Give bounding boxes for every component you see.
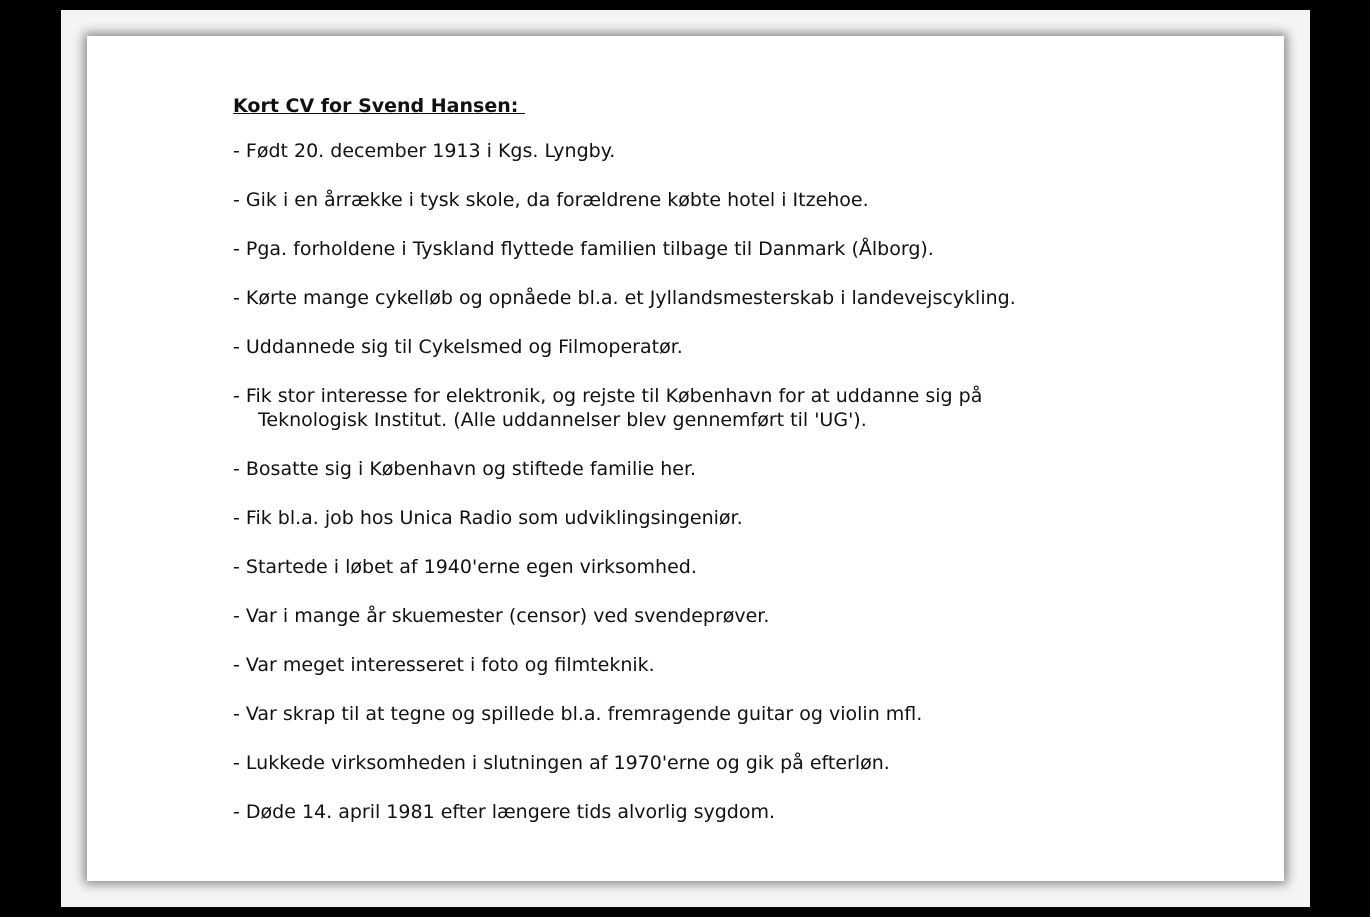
cv-item-continuation: Teknologisk Institut. (Alle uddannelser blev gennemført til 'UG').: [258, 409, 867, 431]
cv-item: [233, 702, 1233, 726]
cv-item: [233, 139, 1233, 163]
cv-item: [233, 286, 1233, 310]
cv-item: [233, 237, 1233, 261]
cv-item: [233, 188, 1233, 212]
cv-item-text: - Var i mange år skuemester (censor) ved svendeprøver.: [233, 605, 770, 627]
cv-item-text: - Fik stor interesse for elektronik, og rejste til København for at uddanne sig på: [233, 385, 983, 407]
document-content: [233, 94, 1233, 849]
cv-item: [233, 751, 1233, 775]
cv-item-text: - Uddannede sig til Cykelsmed og Filmoperatør.: [233, 336, 683, 358]
cv-item-text: - Døde 14. april 1981 efter længere tids alvorlig sygdom.: [233, 801, 776, 823]
cv-item: [233, 604, 1233, 628]
cv-item-text: - Gik i en årrække i tysk skole, da forældrene købte hotel i Itzehoe.: [233, 189, 869, 211]
cv-item-text: - Var skrap til at tegne og spillede bl.a. fremragende guitar og violin mfl.: [233, 703, 923, 725]
cv-item-text: - Lukkede virksomheden i slutningen af 1970'erne og gik på efterløn.: [233, 752, 890, 774]
document-page: [87, 36, 1284, 881]
cv-item-text: - Kørte mange cykelløb og opnåede bl.a. et Jyllandsmesterskab i landevejscykling.: [233, 287, 1016, 309]
cv-item: [233, 800, 1233, 824]
document-title: Kort CV for Svend Hansen:: [233, 95, 525, 117]
cv-item-text: - Var meget interesseret i foto og filmteknik.: [233, 654, 655, 676]
cv-item: [233, 384, 1233, 432]
cv-item: [233, 653, 1233, 677]
cv-item-text: - Startede i løbet af 1940'erne egen virksomhed.: [233, 556, 697, 578]
cv-item-text: - Pga. forholdene i Tyskland flyttede familien tilbage til Danmark (Ålborg).: [233, 238, 934, 260]
cv-item-text: - Bosatte sig i København og stiftede familie her.: [233, 458, 697, 480]
cv-item-text: - Født 20. december 1913 i Kgs. Lyngby.: [233, 140, 616, 162]
cv-item: [233, 457, 1233, 481]
cv-item: [233, 555, 1233, 579]
cv-item: [233, 335, 1233, 359]
cv-item-text: - Fik bl.a. job hos Unica Radio som udviklingsingeniør.: [233, 507, 743, 529]
cv-item: [233, 506, 1233, 530]
